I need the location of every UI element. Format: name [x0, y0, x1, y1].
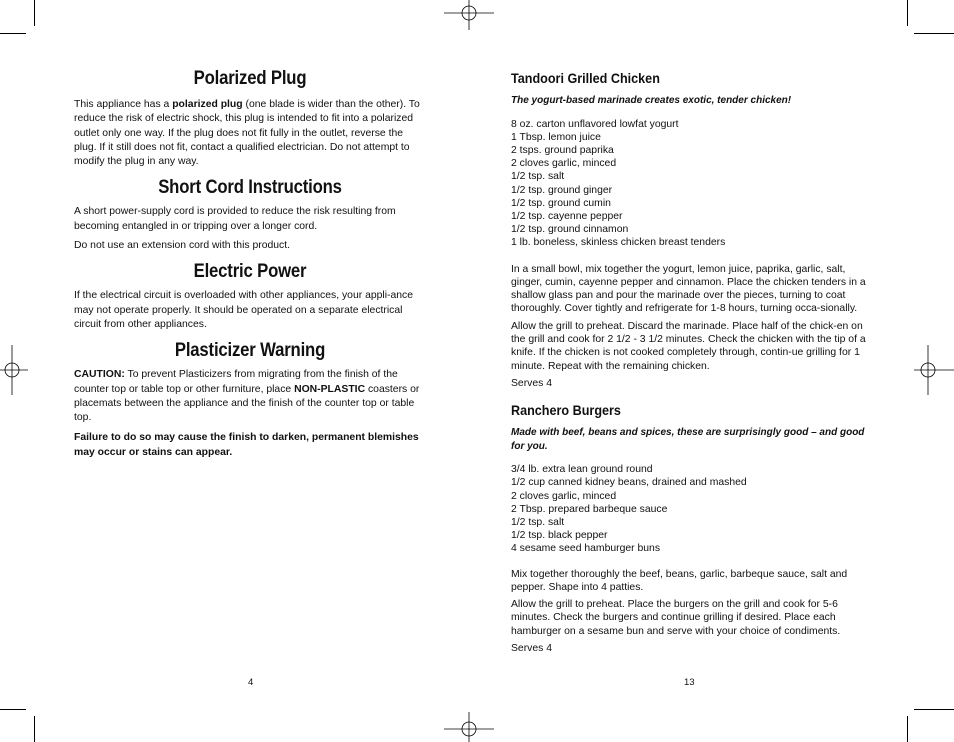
- page-number-right: 13: [684, 677, 695, 688]
- recipe-title-tandoori: Tandoori Grilled Chicken: [511, 70, 660, 86]
- recipe-serves-tandoori: Serves 4: [511, 377, 553, 389]
- bold-text: polarized plug: [172, 99, 243, 110]
- crop-mark: [34, 716, 35, 742]
- recipe-intro-ranchero: Made with beef, beans and spices, these are surprisingly good – and good for you.: [511, 427, 865, 452]
- ingredient-item: 1 Tbsp. lemon juice: [511, 131, 601, 143]
- ingredient-item: 2 tsps. ground paprika: [511, 144, 614, 156]
- ingredient-item: 1/2 tsp. cayenne pepper: [511, 210, 623, 222]
- ingredient-item: 2 cloves garlic, minced: [511, 490, 617, 502]
- electric-power-paragraph: If the electrical circuit is overloaded with other appliances, your appli-ance may not operate properly. It should be operated on a separate electrical circuit from other appliances.: [74, 290, 414, 330]
- crop-mark: [907, 716, 908, 742]
- page-number-left: 4: [248, 677, 254, 688]
- ingredient-list-ranchero: [511, 463, 871, 555]
- section-heading-plasticizer: Plasticizer Warning: [174, 340, 326, 362]
- text-span: This appliance has a: [74, 99, 173, 110]
- text-span: (one blade is wider than the other). To reduce the risk of electric shock, this plug is intended to fit into a polarized outlet only one way. If the plug does not fit fully in the outlet, reverse the plug. If it still does not fit, contact a qualified electrician. Do not attempt to modify the plug in any way.: [74, 99, 420, 168]
- recipe-step-ranchero-1: Mix together thoroughly the beef, beans, garlic, barbeque sauce, salt and pepper. Shape into 4 patties.: [511, 568, 848, 594]
- ingredient-item: 1/2 cup canned kidney beans, drained and mashed: [511, 477, 747, 489]
- short-cord-paragraph-2: Do not use an extension cord with this product.: [74, 240, 291, 252]
- registration-mark-icon: [0, 345, 28, 395]
- text-span: coasters or placemats between the appliance and the finish of the counter top or table top.: [74, 383, 420, 424]
- registration-mark-icon: [914, 345, 954, 395]
- caution-label: CAUTION:: [74, 369, 125, 381]
- ingredient-item: 2 cloves garlic, minced: [511, 158, 617, 170]
- text-span: To prevent Plasticizers from migrating from the finish of the counter top or table top or other furniture, place: [74, 369, 398, 395]
- ingredient-item: 1/2 tsp. ground cinnamon: [511, 224, 629, 236]
- caution-paragraph: [74, 368, 426, 425]
- crop-mark: [0, 709, 26, 710]
- ingredient-item: 1/2 tsp. ground cumin: [511, 197, 611, 209]
- polarized-paragraph: [74, 98, 426, 169]
- ingredient-item: 8 oz. carton unflavored lowfat yogurt: [511, 118, 679, 130]
- ingredient-item: 4 sesame seed hamburger buns: [511, 543, 661, 555]
- ingredient-list-tandoori: [511, 118, 871, 250]
- recipe-intro-tandoori: The yogurt-based marinade creates exotic, tender chicken!: [511, 95, 792, 106]
- bold-text: NON-PLASTIC: [294, 383, 366, 395]
- recipe-title-ranchero: Ranchero Burgers: [511, 402, 621, 419]
- crop-mark: [0, 33, 26, 34]
- ingredient-item: 2 Tbsp. prepared barbeque sauce: [511, 503, 668, 515]
- ingredient-item: 1 lb. boneless, skinless chicken breast tenders: [511, 237, 726, 249]
- crop-mark: [914, 33, 954, 34]
- short-cord-paragraph-1: A short power-supply cord is provided to reduce the risk resulting from becoming entangled in or tripping over a longer cord.: [74, 206, 396, 232]
- ingredient-item: 1/2 tsp. black pepper: [511, 530, 608, 542]
- ingredient-item: 3/4 lb. extra lean ground round: [511, 464, 653, 476]
- warning-paragraph: Failure to do so may cause the finish to darken, permanent blemishes may occur or stains can appear.: [74, 432, 419, 458]
- registration-mark-icon: [444, 0, 494, 30]
- recipe-step-ranchero-2: Allow the grill to preheat. Place the burgers on the grill and cook for 5-6 minutes. Check the burgers and continue grilling if desired. Place each hamburger on a sesame bun and serve with your choice of condiments.: [511, 598, 841, 637]
- recipe-step-tandoori-1: In a small bowl, mix together the yogurt, lemon juice, paprika, garlic, salt, ginger, cumin, cayenne pepper and cinnamon. Place the chicken tenders in a shallow glass pan and pour the marinade over the pieces, turning to coat thoroughly. Cover tightly and refrigerate for 1-8 hours, turning occa-sionally.: [511, 263, 866, 315]
- crop-mark: [34, 0, 35, 26]
- registration-mark-icon: [444, 712, 494, 742]
- crop-mark: [914, 709, 954, 710]
- ingredient-item: 1/2 tsp. ground ginger: [511, 184, 613, 196]
- section-heading-short-cord: Short Cord Instructions: [158, 177, 342, 199]
- recipe-step-tandoori-2: Allow the grill to preheat. Discard the marinade. Place half of the chick-en on the grill and cook for 2 1/2 - 3 1/2 minutes. Check the chicken with the tip of a knife. If the chicken is not cooked completely through, contin-ue grilling for 1 minute. Repeat with the remaining chicken.: [511, 320, 866, 372]
- crop-mark: [907, 0, 908, 26]
- section-heading-polarized: Polarized Plug: [193, 68, 307, 89]
- right-page: [511, 70, 871, 656]
- ingredient-item: 1/2 tsp. salt: [511, 171, 565, 183]
- ingredient-item: 1/2 tsp. salt: [511, 517, 565, 529]
- recipe-serves-ranchero: Serves 4: [511, 643, 553, 655]
- left-page: [74, 68, 426, 460]
- section-heading-electric-power: Electric Power: [193, 261, 307, 283]
